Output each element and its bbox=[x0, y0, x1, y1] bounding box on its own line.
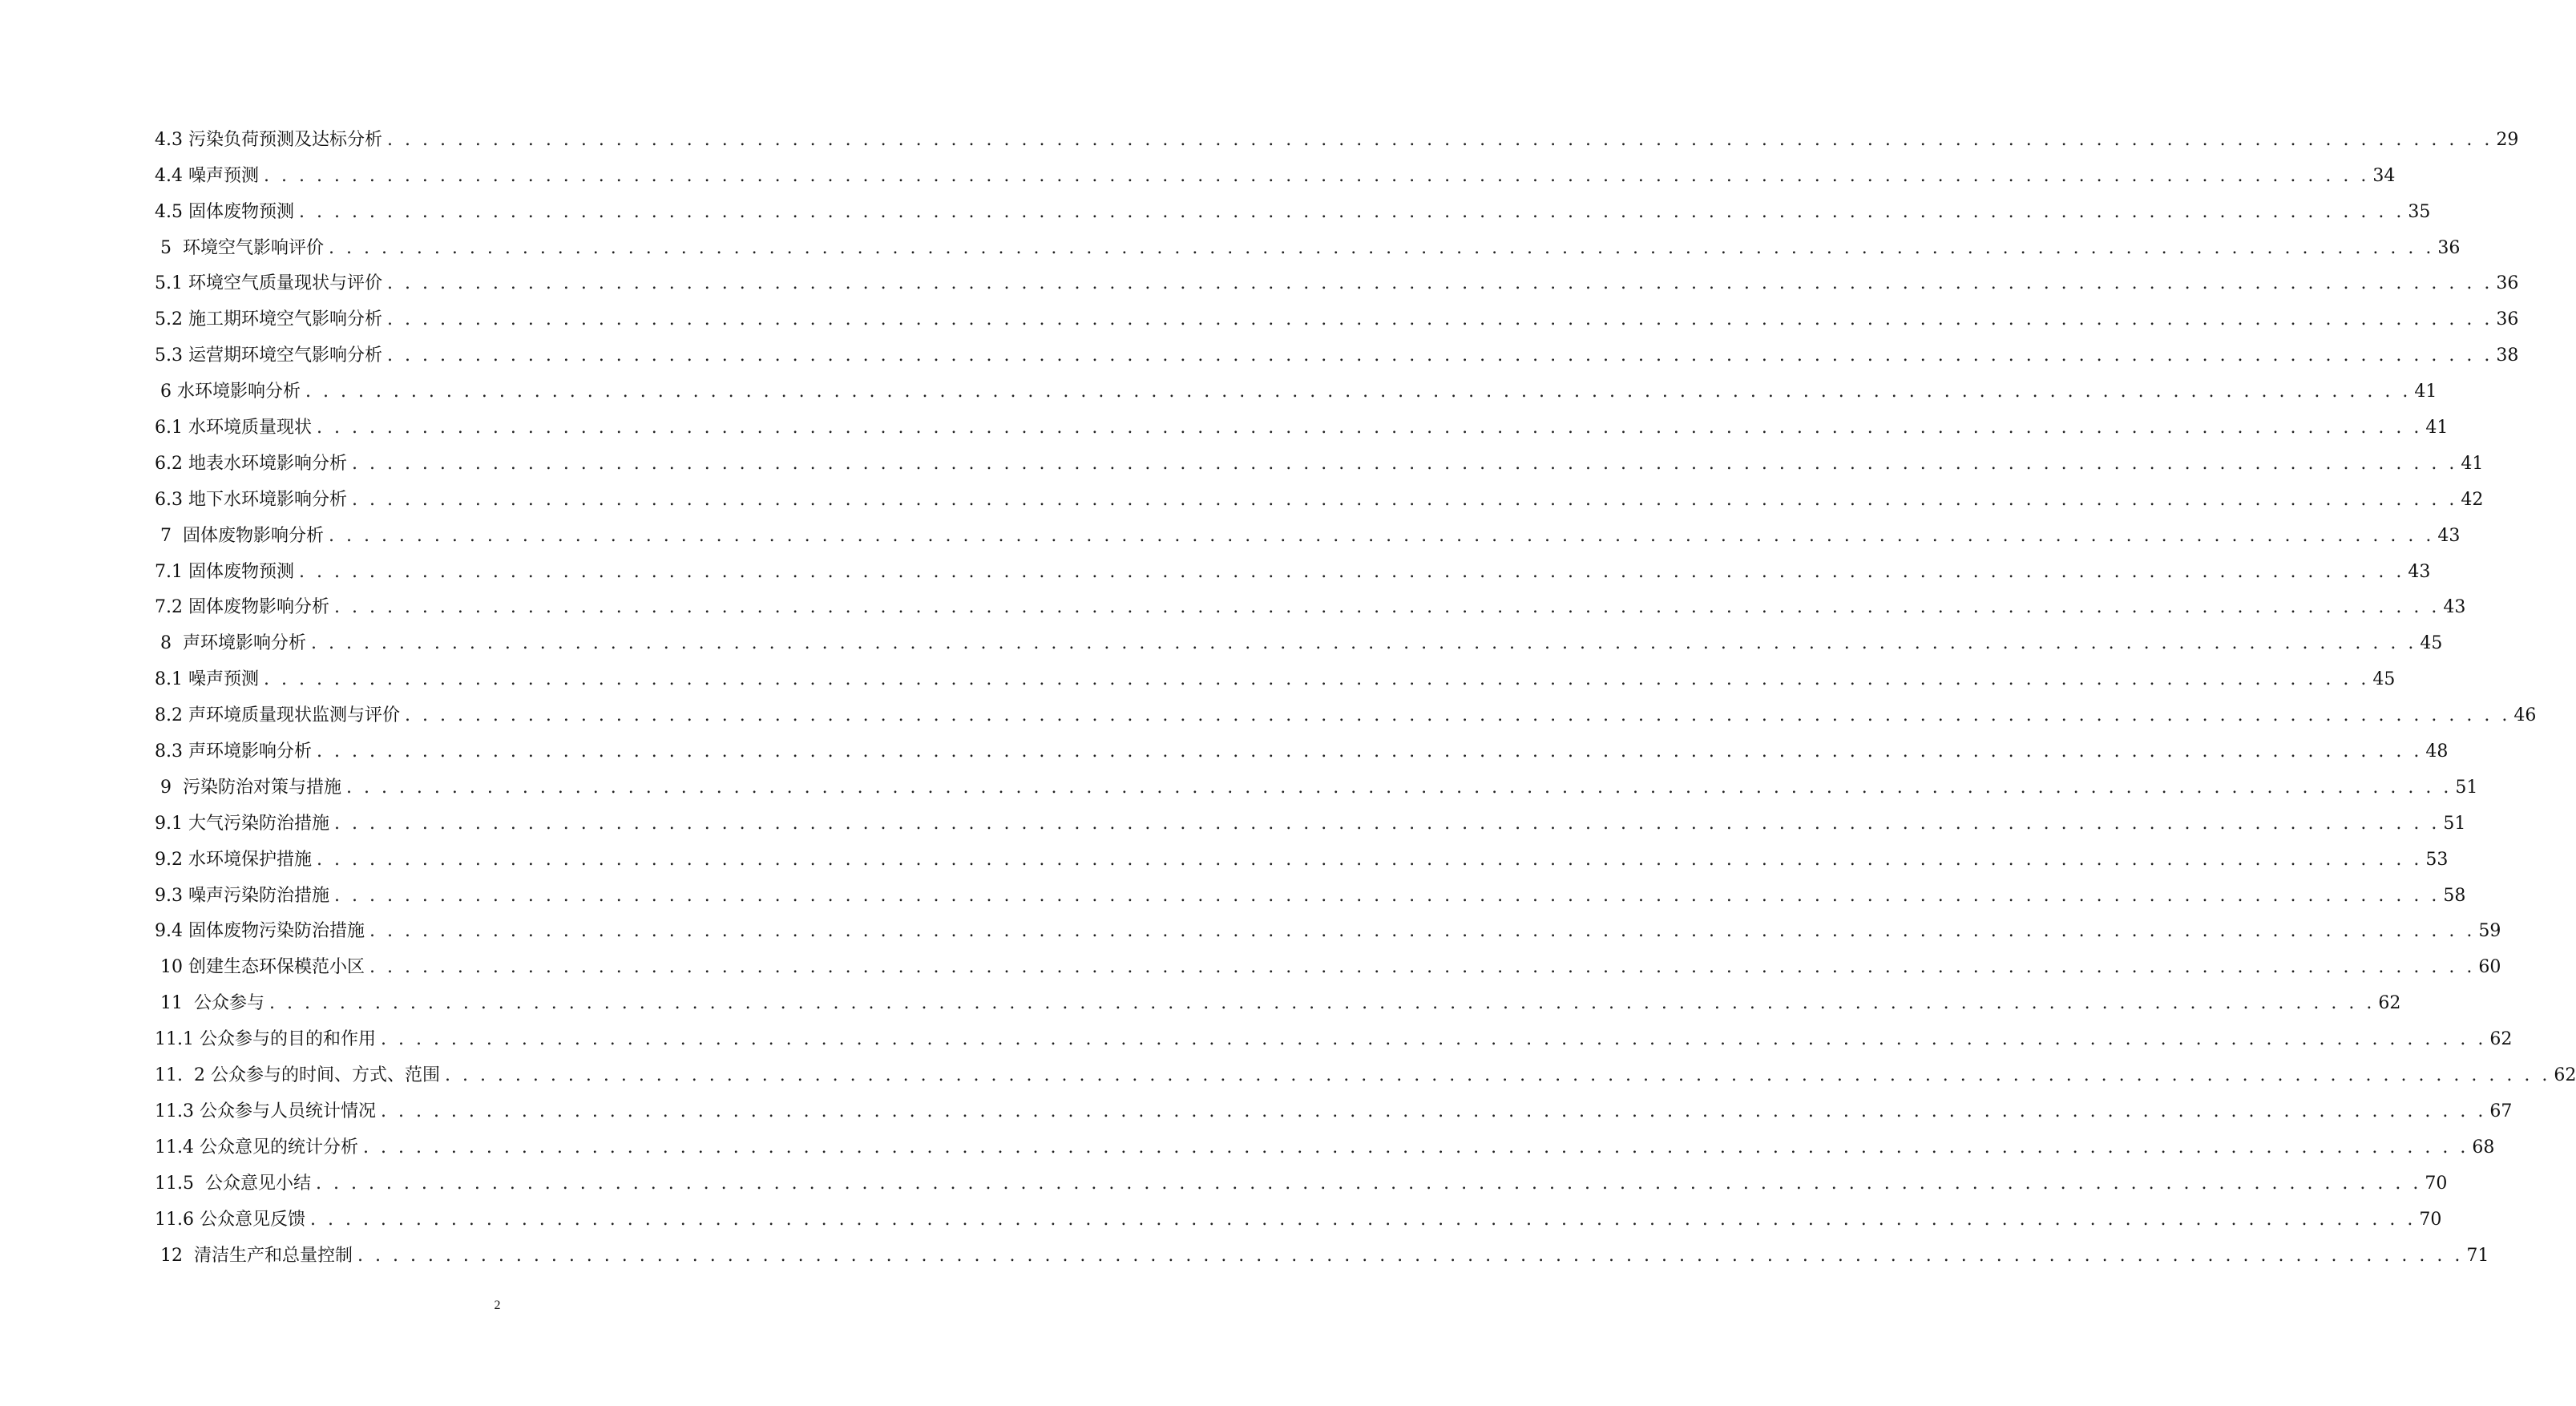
dot-leader: . . . . . . . . . . . . . . . . . . . . . . . . . . . . . . . . . . . . . . . . . . . . . . . . . . . . . . . . . . . . . . . . . . . . . . . . . . . . . . . . . . . . . . . . . . . . . . . . . . . . . . . . . . . . . . . . . . . . . . . . bbox=[386, 129, 2493, 150]
dot-leader: . . . . . . . . . . . . . . . . . . . . . . . . . . . . . . . . . . . . . . . . . . . . . . . . . . . . . . . . . . . . . . . . . . . . . . . . . . . . . . . . . . . . . . . . . . . . . . . . . . . . . . . . . . . . . . . . . . . . . . . . bbox=[263, 165, 2370, 186]
toc-entry-title: 12 清洁生产和总量控制 bbox=[155, 1245, 353, 1266]
toc-entry-page: 45 bbox=[2420, 633, 2443, 654]
dot-leader: . . . . . . . . . . . . . . . . . . . . . . . . . . . . . . . . . . . . . . . . . . . . . . . . . . . . . . . . . . . . . . . . . . . . . . . . . . . . . . . . . . . . . . . . . . . . . . . . . . . . . . . . . . . . . . . . . . . . . . . . bbox=[386, 345, 2493, 366]
toc-entry-title: 6.3 地下水环境影响分析 bbox=[155, 489, 347, 510]
dot-leader: . . . . . . . . . . . . . . . . . . . . . . . . . . . . . . . . . . . . . . . . . . . . . . . . . . . . . . . . . . . . . . . . . . . . . . . . . . . . . . . . . . . . . . . . . . . . . . . . . . . . . . . . . . . . . . . . . . . . . . . . bbox=[444, 1065, 2551, 1086]
toc-entry-page: 41 bbox=[2414, 382, 2437, 402]
toc-entry-page: 48 bbox=[2425, 741, 2449, 762]
toc-entry[interactable] bbox=[155, 332, 2519, 368]
toc-entry-page: 38 bbox=[2496, 345, 2519, 366]
toc-entry-title: 11 公众参与 bbox=[155, 993, 264, 1014]
toc-entry-title: 7 固体废物影响分析 bbox=[155, 525, 324, 546]
toc-entry-title: 8.1 噪声预测 bbox=[155, 669, 259, 690]
toc-entry[interactable] bbox=[155, 1232, 2489, 1268]
toc-entry[interactable] bbox=[155, 1196, 2442, 1232]
toc-entry[interactable] bbox=[155, 152, 2396, 188]
toc-entry[interactable] bbox=[155, 620, 2443, 656]
toc-entry[interactable] bbox=[155, 512, 2461, 548]
toc-entry-page: 53 bbox=[2425, 849, 2449, 870]
toc-entry-page: 70 bbox=[2419, 1209, 2442, 1230]
toc-entry[interactable] bbox=[155, 656, 2396, 692]
toc-entry-title: 7.2 固体废物影响分析 bbox=[155, 597, 329, 618]
toc-entry-title: 6.1 水环境质量现状 bbox=[155, 418, 312, 438]
toc-entry-page: 51 bbox=[2443, 813, 2466, 834]
toc-entry[interactable] bbox=[155, 224, 2461, 261]
dot-leader: . . . . . . . . . . . . . . . . . . . . . . . . . . . . . . . . . . . . . . . . . . . . . . . . . . . . . . . . . . . . . . . . . . . . . . . . . . . . . . . . . . . . . . . . . . . . . . . . . . . . . . . . . . . . . . . . . . . . . . . . bbox=[328, 237, 2435, 258]
toc-entry-page: 43 bbox=[2443, 597, 2466, 618]
toc-entry-page: 34 bbox=[2372, 165, 2396, 186]
toc-entry-title: 4.3 污染负荷预测及达标分析 bbox=[155, 129, 382, 150]
toc-entry[interactable] bbox=[155, 800, 2466, 836]
toc-entry-title: 10 创建生态环保模范小区 bbox=[155, 957, 365, 978]
dot-leader: . . . . . . . . . . . . . . . . . . . . . . . . . . . . . . . . . . . . . . . . . . . . . . . . . . . . . . . . . . . . . . . . . . . . . . . . . . . . . . . . . . . . . . . . . . . . . . . . . . . . . . . . . . . . . . . . . . . . . . . . bbox=[404, 705, 2511, 726]
toc-entry[interactable] bbox=[155, 1088, 2513, 1124]
toc-entry[interactable] bbox=[155, 1160, 2448, 1196]
toc-entry-title: 8.2 声环境质量现状监测与评价 bbox=[155, 705, 400, 726]
toc-entry-page: 70 bbox=[2425, 1173, 2448, 1194]
toc-entry-page: 71 bbox=[2466, 1245, 2489, 1266]
toc-entry[interactable] bbox=[155, 1124, 2495, 1160]
toc-entry[interactable] bbox=[155, 764, 2478, 800]
dot-leader: . . . . . . . . . . . . . . . . . . . . . . . . . . . . . . . . . . . . . . . . . . . . . . . . . . . . . . . . . . . . . . . . . . . . . . . . . . . . . . . . . . . . . . . . . . . . . . . . . . . . . . . . . . . . . . . . . . . . . . . . bbox=[380, 1101, 2487, 1121]
toc-entry-title: 8.3 声环境影响分析 bbox=[155, 741, 312, 762]
dot-leader: . . . . . . . . . . . . . . . . . . . . . . . . . . . . . . . . . . . . . . . . . . . . . . . . . . . . . . . . . . . . . . . . . . . . . . . . . . . . . . . . . . . . . . . . . . . . . . . . . . . . . . . . . . . . . . . . . . . . . . . . bbox=[333, 597, 2441, 618]
dot-leader: . . . . . . . . . . . . . . . . . . . . . . . . . . . . . . . . . . . . . . . . . . . . . . . . . . . . . . . . . . . . . . . . . . . . . . . . . . . . . . . . . . . . . . . . . . . . . . . . . . . . . . . . . . . . . . . . . . . . . . . . bbox=[345, 777, 2453, 798]
toc-entry-page: 36 bbox=[2496, 309, 2519, 330]
toc-entry[interactable] bbox=[155, 296, 2519, 332]
toc-entry-page: 62 bbox=[2489, 1029, 2513, 1050]
toc-entry-page: 45 bbox=[2372, 669, 2396, 690]
dot-leader: . . . . . . . . . . . . . . . . . . . . . . . . . . . . . . . . . . . . . . . . . . . . . . . . . . . . . . . . . . . . . . . . . . . . . . . . . . . . . . . . . . . . . . . . . . . . . . . . . . . . . . . . . . . . . . . . . . . . . . . . bbox=[316, 418, 2423, 438]
toc-entry-title: 9.3 噪声污染防治措施 bbox=[155, 885, 329, 906]
dot-leader: . . . . . . . . . . . . . . . . . . . . . . . . . . . . . . . . . . . . . . . . . . . . . . . . . . . . . . . . . . . . . . . . . . . . . . . . . . . . . . . . . . . . . . . . . . . . . . . . . . . . . . . . . . . . . . . . . . . . . . . . bbox=[357, 1245, 2464, 1266]
toc-entry-title: 9 污染防治对策与措施 bbox=[155, 777, 341, 798]
toc-entry-title: 11.1 公众参与的目的和作用 bbox=[155, 1029, 376, 1050]
toc-entry-title: 5.2 施工期环境空气影响分析 bbox=[155, 309, 382, 330]
toc-entry-page: 36 bbox=[2437, 237, 2461, 258]
dot-leader: . . . . . . . . . . . . . . . . . . . . . . . . . . . . . . . . . . . . . . . . . . . . . . . . . . . . . . . . . . . . . . . . . . . . . . . . . . . . . . . . . . . . . . . . . . . . . . . . . . . . . . . . . . . . . . . . . . . . . . . . bbox=[386, 273, 2493, 294]
toc-entry[interactable] bbox=[155, 1016, 2513, 1052]
dot-leader: . . . . . . . . . . . . . . . . . . . . . . . . . . . . . . . . . . . . . . . . . . . . . . . . . . . . . . . . . . . . . . . . . . . . . . . . . . . . . . . . . . . . . . . . . . . . . . . . . . . . . . . . . . . . . . . . . . . . . . . . bbox=[328, 525, 2435, 546]
dot-leader: . . . . . . . . . . . . . . . . . . . . . . . . . . . . . . . . . . . . . . . . . . . . . . . . . . . . . . . . . . . . . . . . . . . . . . . . . . . . . . . . . . . . . . . . . . . . . . . . . . . . . . . . . . . . . . . . . . . . . . . . bbox=[269, 993, 2376, 1014]
toc-entry-title: 5 环境空气影响评价 bbox=[155, 237, 324, 258]
toc-entry[interactable] bbox=[155, 188, 2431, 224]
toc-entry-page: 29 bbox=[2496, 129, 2519, 150]
dot-leader: . . . . . . . . . . . . . . . . . . . . . . . . . . . . . . . . . . . . . . . . . . . . . . . . . . . . . . . . . . . . . . . . . . . . . . . . . . . . . . . . . . . . . . . . . . . . . . . . . . . . . . . . . . . . . . . . . . . . . . . . bbox=[362, 1137, 2469, 1158]
toc-entry-title: 9.4 固体废物污染防治措施 bbox=[155, 921, 365, 942]
dot-leader: . . . . . . . . . . . . . . . . . . . . . . . . . . . . . . . . . . . . . . . . . . . . . . . . . . . . . . . . . . . . . . . . . . . . . . . . . . . . . . . . . . . . . . . . . . . . . . . . . . . . . . . . . . . . . . . . . . . . . . . . bbox=[309, 1209, 2417, 1230]
toc-entry[interactable] bbox=[155, 404, 2449, 440]
toc-entry[interactable] bbox=[155, 943, 2501, 980]
toc-entry-title: 7.1 固体废物预测 bbox=[155, 561, 294, 582]
toc-entry[interactable] bbox=[155, 980, 2401, 1016]
toc-entry[interactable] bbox=[155, 548, 2431, 584]
toc-entry-title: 8 声环境影响分析 bbox=[155, 633, 306, 654]
toc-entry[interactable] bbox=[155, 368, 2437, 404]
toc-entry-title: 9.2 水环境保护措施 bbox=[155, 849, 312, 870]
toc-entry[interactable] bbox=[155, 440, 2484, 476]
toc-entry[interactable] bbox=[155, 1052, 2576, 1088]
toc-entry-page: 43 bbox=[2437, 525, 2461, 546]
dot-leader: . . . . . . . . . . . . . . . . . . . . . . . . . . . . . . . . . . . . . . . . . . . . . . . . . . . . . . . . . . . . . . . . . . . . . . . . . . . . . . . . . . . . . . . . . . . . . . . . . . . . . . . . . . . . . . . . . . . . . . . . bbox=[351, 453, 2458, 474]
toc-entry-title: 6 水环境影响分析 bbox=[155, 382, 301, 402]
toc-entry-page: 51 bbox=[2455, 777, 2478, 798]
dot-leader: . . . . . . . . . . . . . . . . . . . . . . . . . . . . . . . . . . . . . . . . . . . . . . . . . . . . . . . . . . . . . . . . . . . . . . . . . . . . . . . . . . . . . . . . . . . . . . . . . . . . . . . . . . . . . . . . . . . . . . . . bbox=[333, 885, 2441, 906]
toc-entry-title: 11.6 公众意见反馈 bbox=[155, 1209, 305, 1230]
toc-entry[interactable] bbox=[155, 476, 2484, 512]
toc-entry-title: 11. 2 公众参与的时间、方式、范围 bbox=[155, 1065, 440, 1086]
dot-leader: . . . . . . . . . . . . . . . . . . . . . . . . . . . . . . . . . . . . . . . . . . . . . . . . . . . . . . . . . . . . . . . . . . . . . . . . . . . . . . . . . . . . . . . . . . . . . . . . . . . . . . . . . . . . . . . . . . . . . . . . bbox=[380, 1029, 2487, 1050]
dot-leader: . . . . . . . . . . . . . . . . . . . . . . . . . . . . . . . . . . . . . . . . . . . . . . . . . . . . . . . . . . . . . . . . . . . . . . . . . . . . . . . . . . . . . . . . . . . . . . . . . . . . . . . . . . . . . . . . . . . . . . . . bbox=[351, 489, 2458, 510]
toc-entry-page: 62 bbox=[2378, 993, 2401, 1014]
toc-entry-page: 67 bbox=[2489, 1101, 2513, 1121]
toc-entry-title: 6.2 地表水环境影响分析 bbox=[155, 453, 347, 474]
dot-leader: . . . . . . . . . . . . . . . . . . . . . . . . . . . . . . . . . . . . . . . . . . . . . . . . . . . . . . . . . . . . . . . . . . . . . . . . . . . . . . . . . . . . . . . . . . . . . . . . . . . . . . . . . . . . . . . . . . . . . . . . bbox=[333, 813, 2441, 834]
toc-entry-page: 58 bbox=[2443, 885, 2466, 906]
dot-leader: . . . . . . . . . . . . . . . . . . . . . . . . . . . . . . . . . . . . . . . . . . . . . . . . . . . . . . . . . . . . . . . . . . . . . . . . . . . . . . . . . . . . . . . . . . . . . . . . . . . . . . . . . . . . . . . . . . . . . . . . bbox=[298, 201, 2405, 222]
toc-entry-title: 5.1 环境空气质量现状与评价 bbox=[155, 273, 382, 294]
toc-entry[interactable] bbox=[155, 584, 2466, 620]
dot-leader: . . . . . . . . . . . . . . . . . . . . . . . . . . . . . . . . . . . . . . . . . . . . . . . . . . . . . . . . . . . . . . . . . . . . . . . . . . . . . . . . . . . . . . . . . . . . . . . . . . . . . . . . . . . . . . . . . . . . . . . . bbox=[305, 382, 2412, 402]
toc-entry[interactable] bbox=[155, 836, 2449, 872]
dot-leader: . . . . . . . . . . . . . . . . . . . . . . . . . . . . . . . . . . . . . . . . . . . . . . . . . . . . . . . . . . . . . . . . . . . . . . . . . . . . . . . . . . . . . . . . . . . . . . . . . . . . . . . . . . . . . . . . . . . . . . . . bbox=[369, 957, 2476, 978]
toc-entry[interactable] bbox=[155, 261, 2519, 297]
toc-entry-title: 5.3 运营期环境空气影响分析 bbox=[155, 345, 382, 366]
toc-entry-page: 59 bbox=[2478, 921, 2501, 942]
toc-entry-page: 41 bbox=[2461, 453, 2484, 474]
dot-leader: . . . . . . . . . . . . . . . . . . . . . . . . . . . . . . . . . . . . . . . . . . . . . . . . . . . . . . . . . . . . . . . . . . . . . . . . . . . . . . . . . . . . . . . . . . . . . . . . . . . . . . . . . . . . . . . . . . . . . . . . bbox=[369, 921, 2476, 942]
toc-entry-title: 11.5 公众意见小结 bbox=[155, 1173, 311, 1194]
toc-entry[interactable] bbox=[155, 116, 2519, 152]
toc-entry-title: 4.5 固体废物预测 bbox=[155, 201, 294, 222]
toc-entry-page: 68 bbox=[2472, 1137, 2495, 1158]
toc-entry-title: 11.3 公众参与人员统计情况 bbox=[155, 1101, 376, 1121]
dot-leader: . . . . . . . . . . . . . . . . . . . . . . . . . . . . . . . . . . . . . . . . . . . . . . . . . . . . . . . . . . . . . . . . . . . . . . . . . . . . . . . . . . . . . . . . . . . . . . . . . . . . . . . . . . . . . . . . . . . . . . . . bbox=[316, 849, 2423, 870]
page-number: 2 bbox=[494, 1299, 501, 1312]
toc-entry-page: 36 bbox=[2496, 273, 2519, 294]
toc-entry-page: 35 bbox=[2408, 201, 2431, 222]
table-of-contents bbox=[155, 116, 2576, 1268]
dot-leader: . . . . . . . . . . . . . . . . . . . . . . . . . . . . . . . . . . . . . . . . . . . . . . . . . . . . . . . . . . . . . . . . . . . . . . . . . . . . . . . . . . . . . . . . . . . . . . . . . . . . . . . . . . . . . . . . . . . . . . . . bbox=[310, 633, 2417, 654]
toc-entry-title: 4.4 噪声预测 bbox=[155, 165, 259, 186]
dot-leader: . . . . . . . . . . . . . . . . . . . . . . . . . . . . . . . . . . . . . . . . . . . . . . . . . . . . . . . . . . . . . . . . . . . . . . . . . . . . . . . . . . . . . . . . . . . . . . . . . . . . . . . . . . . . . . . . . . . . . . . . bbox=[263, 669, 2370, 690]
dot-leader: . . . . . . . . . . . . . . . . . . . . . . . . . . . . . . . . . . . . . . . . . . . . . . . . . . . . . . . . . . . . . . . . . . . . . . . . . . . . . . . . . . . . . . . . . . . . . . . . . . . . . . . . . . . . . . . . . . . . . . . . bbox=[386, 309, 2493, 330]
toc-entry[interactable] bbox=[155, 728, 2449, 764]
toc-entry-page: 42 bbox=[2461, 489, 2484, 510]
toc-entry[interactable] bbox=[155, 908, 2501, 944]
toc-entry-page: 60 bbox=[2478, 957, 2501, 978]
toc-entry[interactable] bbox=[155, 872, 2466, 908]
toc-entry-page: 62 bbox=[2554, 1065, 2576, 1086]
dot-leader: . . . . . . . . . . . . . . . . . . . . . . . . . . . . . . . . . . . . . . . . . . . . . . . . . . . . . . . . . . . . . . . . . . . . . . . . . . . . . . . . . . . . . . . . . . . . . . . . . . . . . . . . . . . . . . . . . . . . . . . . bbox=[315, 1173, 2422, 1194]
toc-entry-page: 46 bbox=[2513, 705, 2537, 726]
toc-entry-page: 43 bbox=[2408, 561, 2431, 582]
dot-leader: . . . . . . . . . . . . . . . . . . . . . . . . . . . . . . . . . . . . . . . . . . . . . . . . . . . . . . . . . . . . . . . . . . . . . . . . . . . . . . . . . . . . . . . . . . . . . . . . . . . . . . . . . . . . . . . . . . . . . . . . bbox=[316, 741, 2423, 762]
toc-entry[interactable] bbox=[155, 692, 2537, 728]
toc-entry-title: 9.1 大气污染防治措施 bbox=[155, 813, 329, 834]
dot-leader: . . . . . . . . . . . . . . . . . . . . . . . . . . . . . . . . . . . . . . . . . . . . . . . . . . . . . . . . . . . . . . . . . . . . . . . . . . . . . . . . . . . . . . . . . . . . . . . . . . . . . . . . . . . . . . . . . . . . . . . . bbox=[298, 561, 2405, 582]
toc-entry-page: 41 bbox=[2425, 418, 2449, 438]
toc-entry-title: 11.4 公众意见的统计分析 bbox=[155, 1137, 358, 1158]
